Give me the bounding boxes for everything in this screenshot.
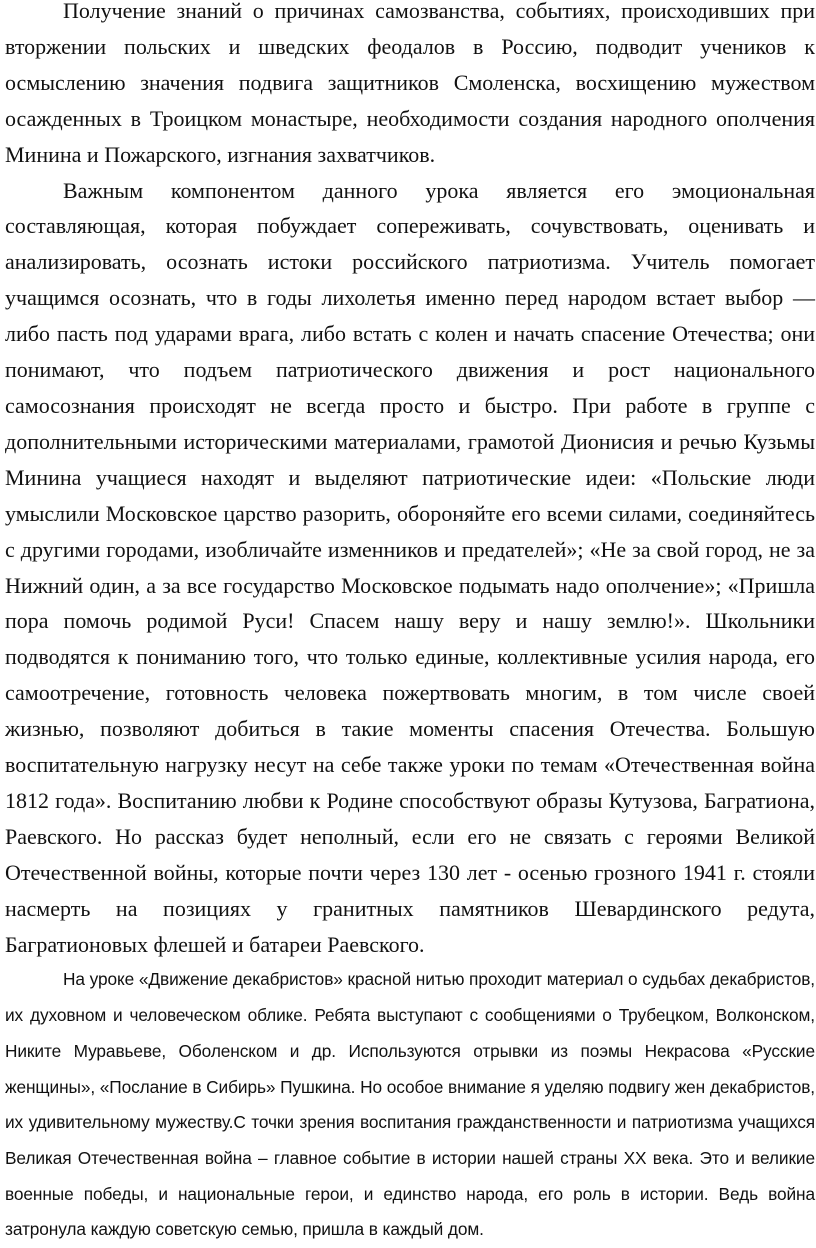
paragraph-decembrists: На уроке «Движение декабристов» красной нитью проходит материал о судьбах декабристов, их духовном и человеческом облике. Ребята выступают с сообщениями о Трубецком, Волконском, Никите Муравьеве, Оболенском и др. Используются отрывки из поэмы Некрасова «Русские женщины», «Послание в Сибирь» Пушкина. Но особое внимание я уделяю подвигу жен декабристов, их удивительному мужеству.С точки зрения воспитания гражданственности и патриотизма учащихся Великая Отечественная война – главное событие в истории нашей страны XX века. Это и великие военные победы, и национальные герои, и единство народа, его роль в истории. Ведь война затронула каждую советскую семью, пришла в каждый дом. — [5, 969, 815, 1240]
document-page — [5, 0, 815, 1248]
paragraph-emotional-component: Важным компонентом данного урока является его эмоциональная составляющая, которая побуждает сопереживать, сочувствовать, оценивать и анализировать, осознать истоки российского патриотизма. Учитель помогает учащимся осознать, что в годы лихолетья именно перед народом встает выбор — либо пасть под ударами врага, либо встать с колен и начать спасение Отечества; они понимают, что подъем патриотического движения и рост национального самосознания происходят не всегда просто и быстро. При работе в группе с дополнительными историческими материалами, грамотой Дионисия и речью Кузьмы Минина учащиеся находят и выделяют патриотические идеи: «Польские люди умыслили Московское царство разорить, обороняйте его всеми силами, соединяйтесь с другими городами, изобличайте изменников и предателей»; «Не за свой город, не за Нижний один, а за все государство Московское подымать надо ополчение»; «Пришла пора помочь родимой Руси! Спасем нашу веру и нашу землю!». Школьники подводятся к пониманию того, что только единые, коллективные усилия народа, его самоотречение, готовность человека пожертвовать многим, в том числе своей жизнью, позволяют добиться в такие моменты спасения Отечества. Большую воспитательную нагрузку несут на себе также уроки по темам «Отечественная война 1812 года». Воспитанию любви к Родине способствуют образы Кутузова, Багратиона, Раевского. Но рассказ будет неполный, если его не связать с героями Великой Отечественной войны, которые почти через 130 лет - осенью грозного 1941 г. стояли насмерть на позициях у гранитных памятников Шевардинского редута, Багратионовых флешей и батареи Раевского. — [5, 177, 815, 957]
paragraph-time-of-troubles: Получение знаний о причинах самозванства, событиях, происходивших при вторжении польских и шведских феодалов в Россию, подводит учеников к осмыслению значения подвига защитников Смоленска, восхищению мужеством осажденных в Троицком монастыре, необходимости создания народного ополчения Минина и Пожарского, изгнания захватчиков. — [5, 0, 815, 167]
